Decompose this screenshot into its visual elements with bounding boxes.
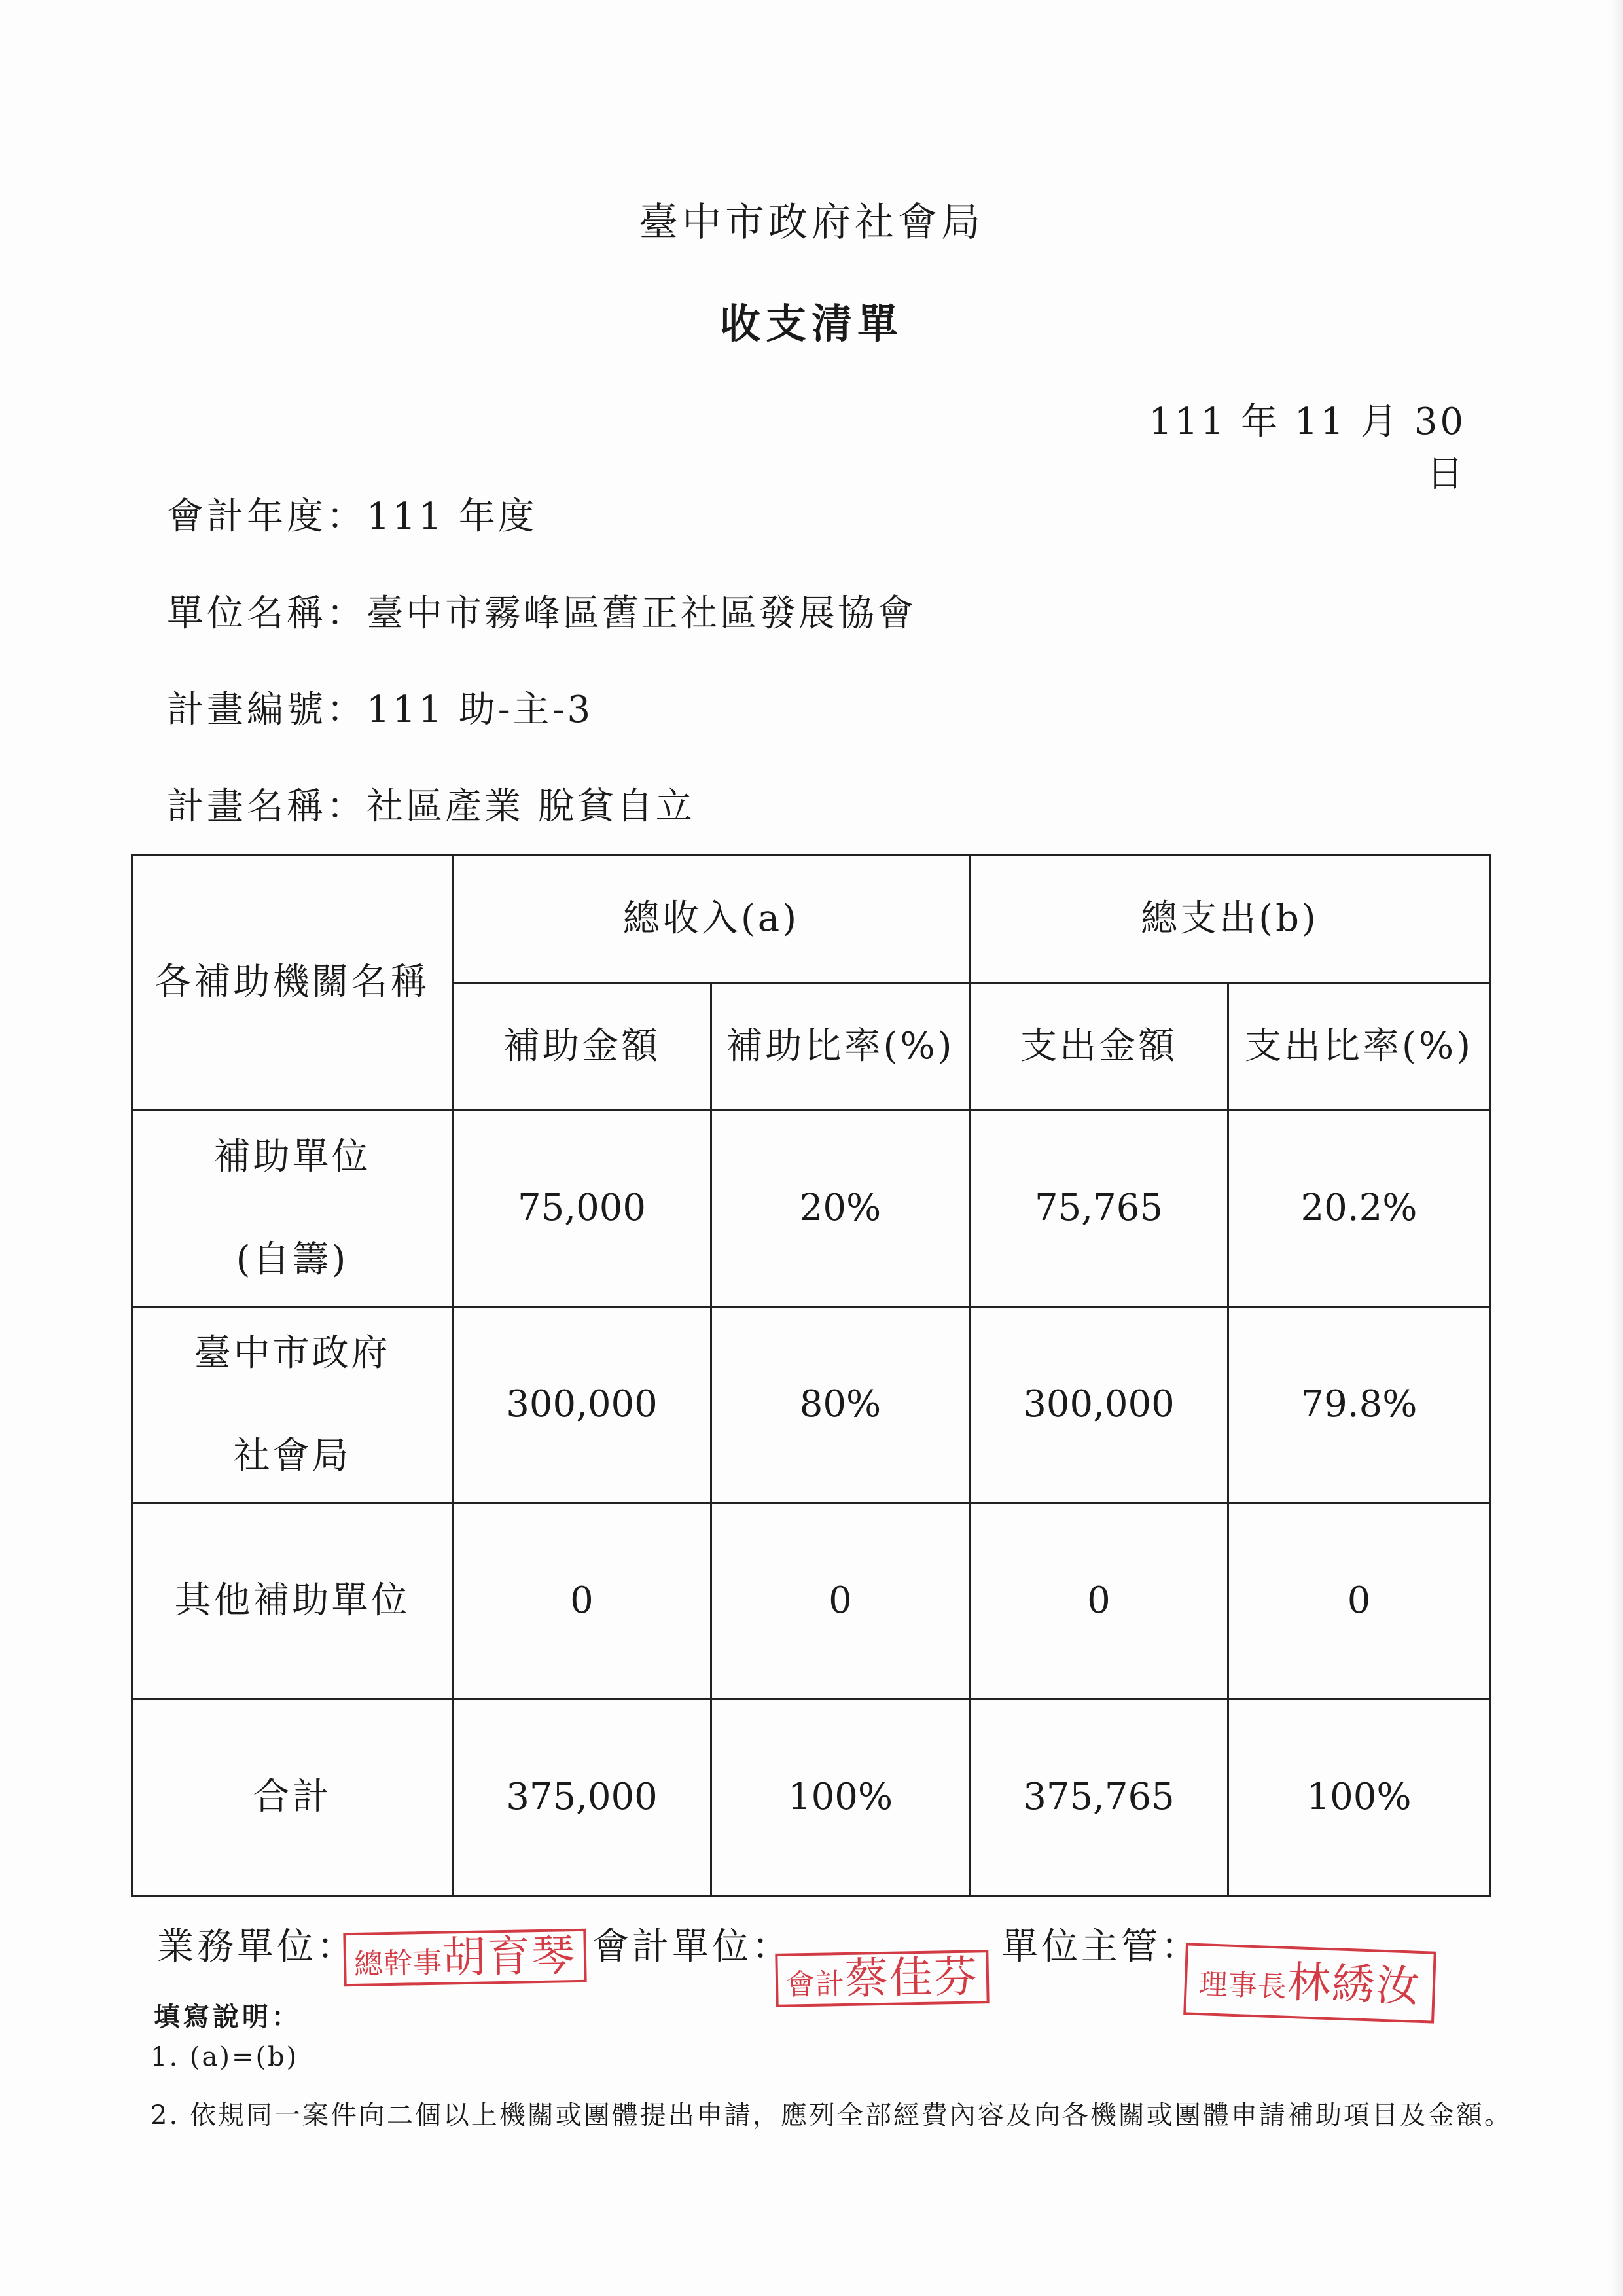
subsidy-amount-cell: 300,000 — [453, 1307, 711, 1503]
document-date: 111 年 11 月 30 日 — [1149, 401, 1466, 495]
agency-name-line2: (自籌) — [236, 1238, 349, 1281]
agency-name-line1: 補助單位 — [213, 1136, 371, 1179]
subsidy-amount-cell: 375,000 — [453, 1700, 711, 1896]
supervisor-stamp-name: 林綉汝 — [1286, 1956, 1422, 2012]
plan-number-field — [167, 681, 593, 733]
business-stamp-title: 總幹事 — [353, 1946, 443, 1981]
note-item-2: 2. 依規同一案件向二個以上機關或團體提出申請，應列全部經費內容及向各機關或團體申請補助項目及金額。 — [151, 2100, 1512, 2130]
expense-ratio-cell: 79.8% — [1228, 1307, 1490, 1503]
unit-name-label: 單位名稱： — [167, 592, 366, 635]
accounting-stamp-name: 蔡佳芬 — [844, 1951, 979, 2004]
agency-name-line1: 合計 — [253, 1776, 332, 1819]
supervisor-label: 單位主管： — [1001, 1926, 1201, 1968]
business-stamp-name: 胡育琴 — [442, 1930, 577, 1983]
plan-name-field — [167, 778, 695, 830]
business-unit-label: 業務單位： — [157, 1926, 357, 1968]
plan-name-value: 社區產業 脫貧自立 — [366, 785, 695, 828]
plan-name-label: 計畫名稱： — [167, 785, 366, 828]
expense-amount-cell: 0 — [970, 1503, 1228, 1700]
subsidy-ratio-cell: 0 — [711, 1503, 970, 1700]
supervisor-stamp-title: 理事長 — [1198, 1967, 1288, 2004]
subsidy-amount-cell: 75,000 — [453, 1111, 711, 1307]
header-subsidy-ratio: 補助比率(%) — [711, 983, 970, 1111]
subsidy-ratio-cell: 20% — [711, 1111, 970, 1307]
table-row — [132, 1111, 1490, 1307]
table-row — [132, 1503, 1490, 1700]
header-agency-name: 各補助機關名稱 — [132, 855, 453, 1111]
expense-amount-cell: 375,765 — [970, 1700, 1228, 1896]
subsidy-ratio-cell: 80% — [711, 1307, 970, 1503]
note-item-1: 1. (a)=(b) — [151, 2042, 299, 2072]
fiscal-year-value: 111 年度 — [366, 495, 537, 538]
accounting-unit-label: 會計單位： — [592, 1926, 792, 1968]
row-agency-name — [132, 1307, 453, 1503]
table-header-row — [132, 855, 1490, 983]
income-expense-table — [131, 854, 1491, 1897]
organization-title: 臺中市政府社會局 — [639, 200, 984, 245]
signature-row — [157, 1918, 1492, 2036]
fiscal-year-field — [167, 488, 537, 540]
plan-number-value: 111 助-主-3 — [366, 689, 594, 731]
notes-heading: 填寫說明： — [154, 2001, 301, 2032]
header-expense-amount: 支出金額 — [970, 983, 1228, 1111]
expense-ratio-cell: 100% — [1228, 1700, 1490, 1896]
plan-number-label: 計畫編號： — [167, 689, 366, 731]
expense-amount-cell: 75,765 — [970, 1111, 1228, 1307]
row-agency-name — [132, 1503, 453, 1700]
agency-name-line2: 社會局 — [233, 1434, 351, 1477]
expense-ratio-cell: 20.2% — [1228, 1111, 1490, 1307]
header-expense-ratio: 支出比率(%) — [1228, 983, 1490, 1111]
unit-name-field — [167, 584, 916, 637]
accounting-stamp-title: 會計 — [785, 1967, 846, 2002]
subsidy-ratio-cell: 100% — [711, 1700, 970, 1896]
agency-name-line1: 臺中市政府 — [194, 1332, 391, 1375]
expense-amount-cell: 300,000 — [970, 1307, 1228, 1503]
unit-name-value: 臺中市霧峰區舊正社區發展協會 — [366, 592, 916, 635]
row-agency-name — [132, 1111, 453, 1307]
expense-ratio-cell: 0 — [1228, 1503, 1490, 1700]
row-agency-name — [132, 1700, 453, 1896]
header-subsidy-amount: 補助金額 — [453, 983, 711, 1111]
fiscal-year-label: 會計年度： — [167, 495, 366, 538]
subsidy-amount-cell: 0 — [453, 1503, 711, 1700]
table-row — [132, 1307, 1490, 1503]
header-total-income: 總收入(a) — [453, 855, 970, 983]
table-total-row — [132, 1700, 1490, 1896]
header-total-expense: 總支出(b) — [970, 855, 1490, 983]
agency-name-line1: 其他補助單位 — [174, 1579, 410, 1623]
supervisor-stamp — [1183, 1943, 1436, 2023]
business-unit-stamp — [343, 1929, 586, 1986]
accounting-unit-stamp — [775, 1950, 989, 2007]
document-title: 收支清單 — [719, 300, 903, 348]
